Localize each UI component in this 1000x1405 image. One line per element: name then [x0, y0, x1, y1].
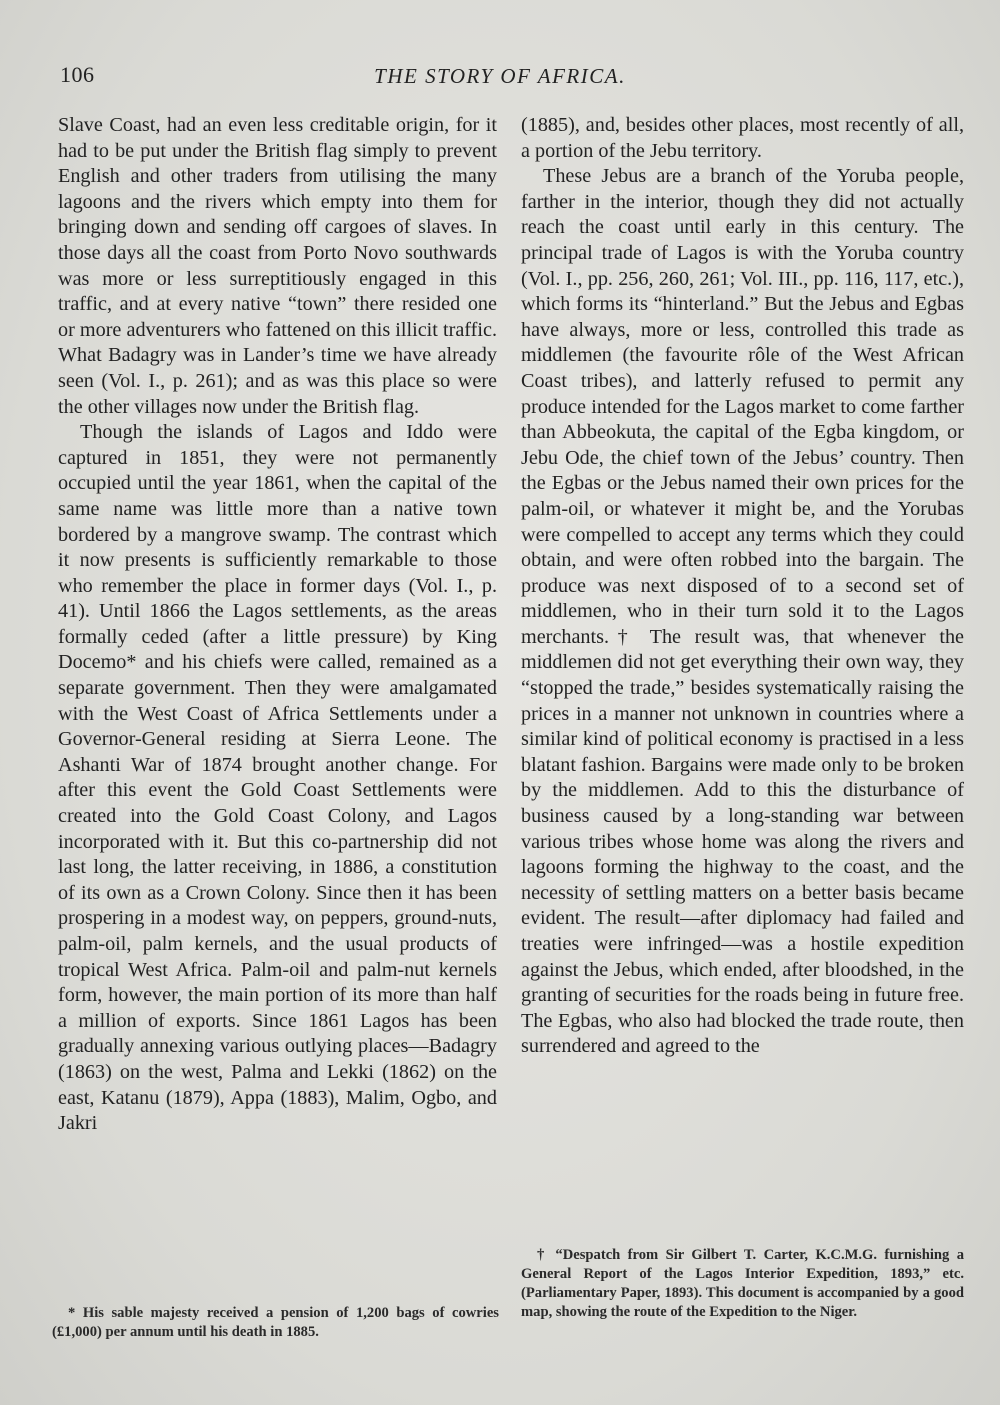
right-paragraph-2: These Jebus are a branch of the Yoruba people, farther in the interior, though they did not actually reach the coast until early in this century. The principal trade of Lagos is with the Yoruba country (Vol. I., pp. 256, 260, 261; Vol. III., pp. 116, 117, etc.), which forms its “hinterland.” But the Jebus and Egbas have always, more or less, controlled this trade as middlemen (the favourite rôle of the West African Coast tribes), and latterly refused to permit any produce intended for the Lagos market to come farther than Abbeokuta, the capital of the Egba kingdom, or Jebu Ode, the chief town of the Jebus’ country. Then the Egbas or the Jebus named their own prices for the palm-oil, or whatever it might be, and the Yorubas were compelled to accept any terms which they could obtain, and were often robbed into the bargain. The produce was next disposed of to a second set of middlemen, who in their turn sold it to the Lagos merchants.† The result was, that whenever the middlemen did not get everything their own way, they “stopped the trade,” besides systematically raising the prices in a manner not unknown in countries where a similar kind of political economy is practised in a less blatant fashion. Bargains were made only to be broken by the middlemen. Add to this the disturbance of business caused by a long-standing war between various tribes whose home was along the rivers and lagoons forming the highway to the coast, and the necessity of settling matters on a better basis became evident. The result—after diplomacy had failed and treaties were infringed—was a hostile expedition against the Jebus, which ended, after bloodshed, in the granting of securities for the roads being in future free. The Egbas, who also had blocked the trade route, then surrendered and agreed to the: [521, 165, 964, 1058]
right-paragraph-1: (1885), and, besides other places, most recently of all, a portion of the Jebu territory.: [521, 114, 964, 162]
left-paragraph-2: Though the islands of Lagos and Iddo were captured in 1851, they were not permanently occupied until the year 1861, when the capital of the same name was little more than a native town bordered by a mangrove swamp. The contrast which it now presents is sufficiently remarkable to those who remember the place in former days (Vol. I., p. 41). Until 1866 the Lagos settlements, as the areas formally ceded (after a little pressure) by King Docemo* and his chiefs were called, remained as a separate government. Then they were amalgamated with the West Coast of Africa Settlements under a Governor-General residing at Sierra Leone. The Ashanti War of 1874 brought another change. For after this event the Gold Coast Settlements were created into the Gold Coast Colony, and Lagos incorporated with it. But this co-partnership did not last long, the latter receiving, in 1886, a constitution of its own as a Crown Colony. Since then it has been prospering in a modest way, on peppers, ground-nuts, palm-oil, palm kernels, and the usual products of tropical West Africa. Palm-oil and palm-nut kernels form, however, the main portion of its more than half a million of exports. Since 1861 Lagos has been gradually annexing various outlying places—Badagry (1863) on the west, Palma and Lekki (1862) on the east, Katanu (1879), Appa (1883), Malim, Ogbo, and Jakri: [58, 421, 497, 1135]
right-column: [521, 113, 964, 1060]
left-column: [58, 113, 497, 1137]
running-head: [0, 62, 1000, 92]
page-number: 106: [60, 62, 95, 87]
footnote-dagger: † “Despatch from Sir Gilbert T. Carter, K.C.M.G. furnishing a General Report of the Lagos Interior Expedition, 1893,” etc. (Parliamentary Paper, 1893). This document is accompanied by a good map, showing the route of the Expedition to the Niger.: [521, 1247, 964, 1320]
left-paragraph-1: Slave Coast, had an even less creditable origin, for it had to be put under the British flag simply to prevent English and other traders from utilising the many lagoons and the rivers which empty into them for bringing down and sending off cargoes of slaves. In those days all the coast from Porto Novo southwards was more or less surreptitiously engaged in this traffic, and at every native “town” there resided one or more adventurers who fattened on this illicit traffic. What Badagry was in Lander’s time we have already seen (Vol. I., p. 261); and as was this place so were the other villages now under the British flag.: [58, 114, 497, 418]
running-title: THE STORY OF AFRICA.: [374, 64, 626, 88]
footnote-asterisk: * His sable majesty received a pension of 1,200 bags of cowries (£1,000) per annum until his death in 1885.: [52, 1305, 499, 1340]
